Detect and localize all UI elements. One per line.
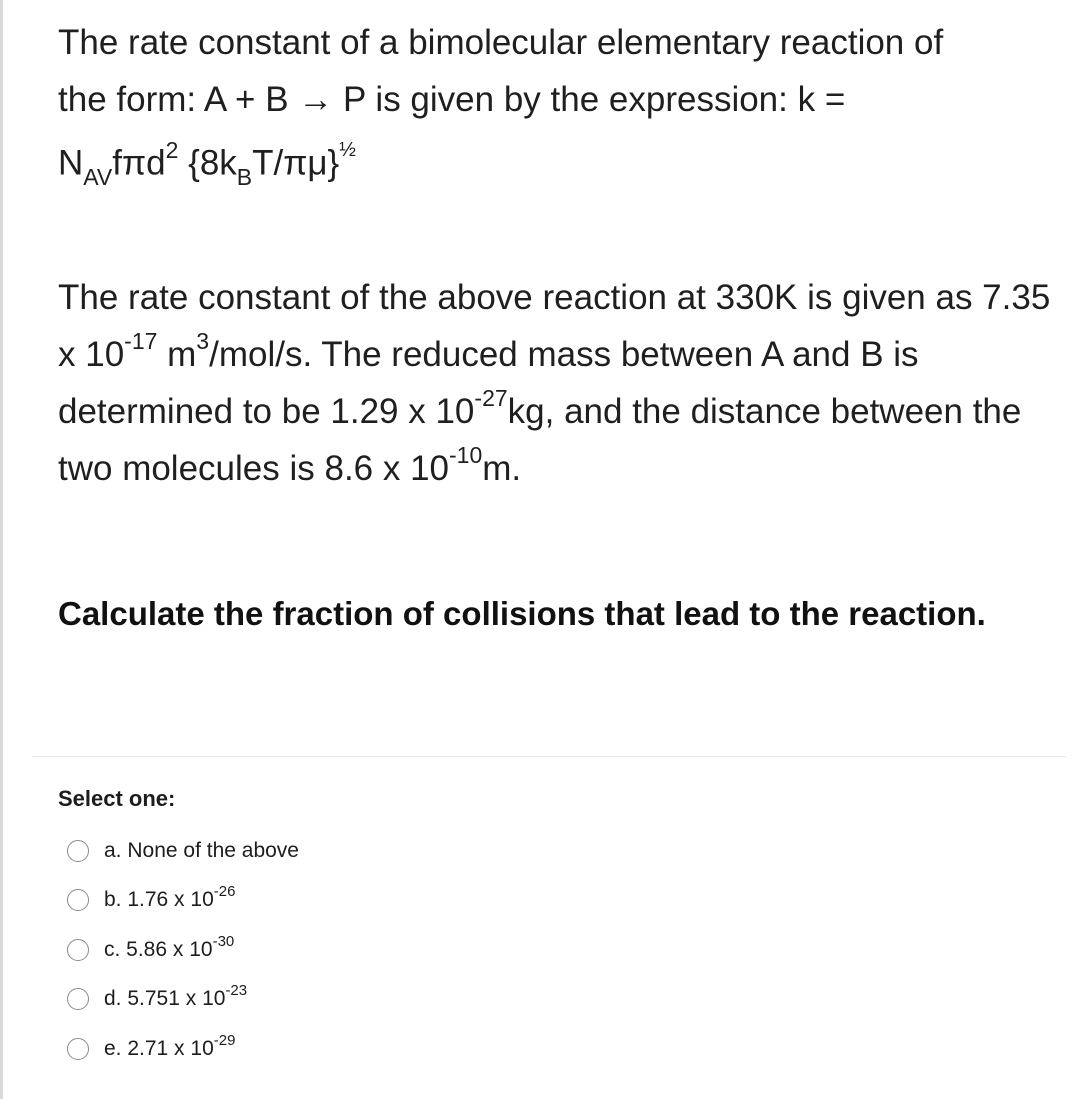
question-paragraph-2 bbox=[58, 269, 1058, 499]
text-run: m bbox=[157, 335, 197, 374]
option-text: e. 2.71 x 10 bbox=[104, 1036, 214, 1060]
option-exponent: -29 bbox=[213, 1031, 236, 1049]
option-text: d. 5.751 x 10 bbox=[104, 987, 226, 1011]
option-label[interactable] bbox=[104, 1031, 236, 1061]
answer-option-e[interactable] bbox=[58, 1024, 958, 1074]
text-run: m. bbox=[482, 449, 522, 488]
text-run: /mol/s. The reduced mass between A and B is determined to be 1.29 x 10 bbox=[58, 335, 919, 431]
rate-formula bbox=[58, 128, 1058, 192]
option-label[interactable] bbox=[104, 932, 235, 962]
exponent: -10 bbox=[449, 442, 483, 469]
exponent: -27 bbox=[474, 385, 508, 412]
question-text bbox=[58, 14, 1058, 642]
formula-sub: B bbox=[236, 163, 253, 190]
answer-option-d[interactable] bbox=[58, 975, 958, 1025]
section-divider bbox=[32, 756, 1066, 757]
question-line: The rate constant of a bimolecular elementary reaction of bbox=[58, 23, 944, 62]
formula-sub: AV bbox=[83, 163, 113, 190]
formula-part: N bbox=[58, 143, 84, 183]
exponent: -17 bbox=[124, 328, 158, 355]
formula-part: fπd bbox=[112, 143, 166, 183]
radio-button[interactable] bbox=[67, 988, 89, 1010]
text-run: The rate constant of the above reaction at 330K is given as 7.35 x 10 bbox=[58, 278, 1051, 374]
option-label[interactable] bbox=[104, 839, 299, 863]
answer-option-c[interactable] bbox=[58, 925, 958, 975]
option-text: c. 5.86 x 10 bbox=[104, 937, 213, 961]
left-border bbox=[0, 0, 3, 1099]
formula-power: ½ bbox=[339, 139, 356, 161]
option-exponent: -23 bbox=[225, 982, 248, 1000]
formula-part: {8k bbox=[178, 143, 237, 183]
option-text: b. 1.76 x 10 bbox=[104, 888, 214, 912]
formula-sup: 2 bbox=[165, 137, 179, 163]
answer-block bbox=[58, 786, 958, 1074]
radio-button[interactable] bbox=[67, 889, 89, 911]
text-run: kg, and the distance between the two molecules is 8.6 x 10 bbox=[58, 392, 1022, 488]
radio-button[interactable] bbox=[67, 1038, 89, 1060]
select-one-label: Select one: bbox=[58, 786, 176, 811]
option-exponent: -30 bbox=[212, 932, 235, 950]
question-line: the form: A + B → P is given by the expression: k = bbox=[58, 80, 846, 119]
radio-button[interactable] bbox=[67, 840, 89, 862]
question-instruction: Calculate the fraction of collisions that lead to the reaction. bbox=[58, 595, 986, 632]
answer-option-b[interactable] bbox=[58, 876, 958, 926]
exponent: 3 bbox=[196, 328, 210, 355]
option-text: a. None of the above bbox=[104, 838, 299, 862]
answer-option-a[interactable] bbox=[58, 826, 958, 876]
option-exponent: -26 bbox=[213, 883, 236, 901]
option-label[interactable] bbox=[104, 883, 236, 912]
radio-button[interactable] bbox=[67, 939, 89, 961]
option-label[interactable] bbox=[104, 982, 248, 1011]
question-paragraph-1 bbox=[58, 14, 1058, 190]
formula-part: T/πμ} bbox=[252, 143, 340, 183]
